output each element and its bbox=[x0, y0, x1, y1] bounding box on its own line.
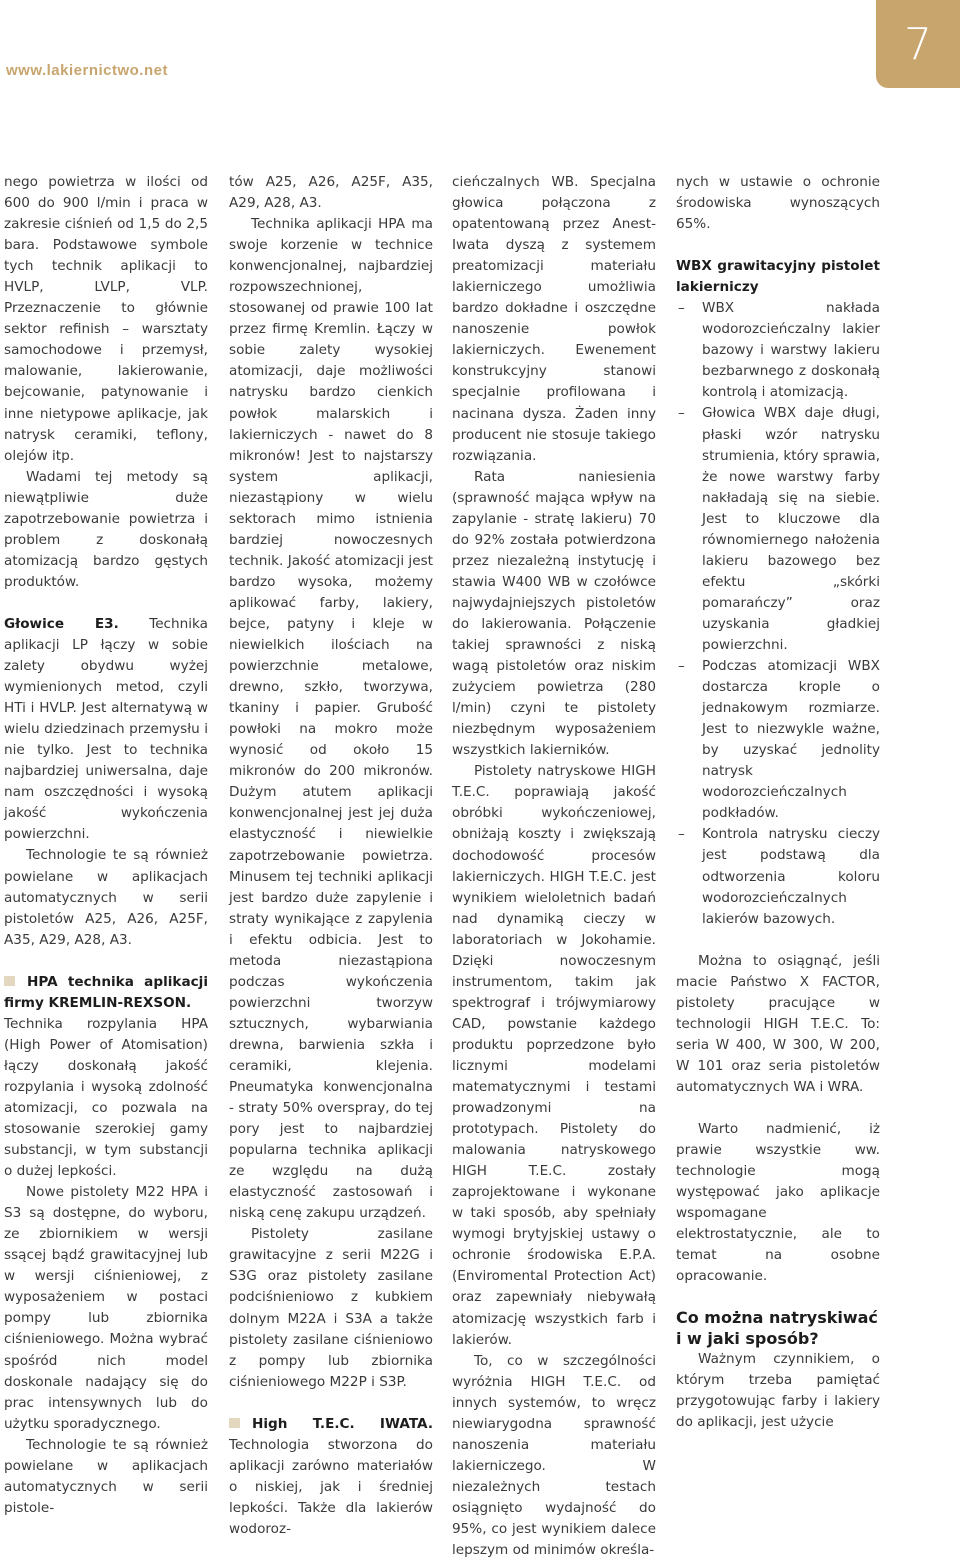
paragraph: Technika aplikacji HPA ma swoje korzenie w technice konwencjonalnej, najbardziej rozpowszechnionej, stosowanej od prawie 100 lat przez firmę Kremlin. Łączy w sobie zalety wysokiej atomizacji, daje możliwości natrysku bardzo cienkich powłok malarskich i lakierniczych - nawet do 8 mikronów! Jest to najstarszy system aplikacji, niezastąpiony w wielu sektorach mimo istnienia bardziej nowoczesnych technik. Jakość atomizacji jest bardzo wysoka, możemy aplikować farby, lakiery, bejce, patyny i kleje w niewielkich ilościach na powierzchnie metalowe, drewno, szkło, tworzywa, tkaniny i papier. Grubość powłoki na mokro może wynosić od około 15 mikronów do 200 mikronów. Dużym atutem aplikacji konwencjonalnej jest jej duża elastyczność i niewielkie zapotrzebowanie powietrza. Minusem tej techniki aplikacji jest bardzo duże zapylenie i straty wynikające z zapylenia i efektu odbicia. Jest to metoda niezastąpiona podczas wykończenia powierzchni tworzyw sztucznych, wybarwiania drewna, barwienia szkła i ceramiki, klejenia. Pneumatyka konwencjonalna - straty 50% overspray, do tej pory jest to najbardziej popularna technika aplikacji ze względu na dużą elastyczność zastosowań i niską cenę zakupu urządzeń. bbox=[229, 216, 433, 1222]
paragraph: Można to osiągnąć, jeśli macie Państwo X FACTOR, pistolety pracujące w technologii HIGH T.E.C. To: seria W 400, W 300, W 200, W 101 oraz seria pistoletów automatycznych WA i WRA. bbox=[676, 952, 880, 1095]
wbx-bullet-list bbox=[676, 298, 880, 929]
dash-bullet-icon: – bbox=[678, 658, 685, 675]
list-item-text: Głowica WBX daje długi, płaski wzór natrysku strumienia, który sprawia, że nowe warstwy farby nakładają się na siebie. Jest to kluczowe dla równomiernego nałożenia lakieru bazowego bez efektu „skórki pomarańczy” oraz uzyskania gładkiej powierzchni. bbox=[702, 405, 881, 653]
square-bullet-icon bbox=[4, 976, 15, 986]
dash-bullet-icon: – bbox=[678, 300, 685, 317]
paragraph-high-tec bbox=[229, 1414, 433, 1540]
section-heading-wbx: WBX grawitacyjny pistolet lakierniczy bbox=[676, 258, 880, 296]
paragraph-e3 bbox=[4, 614, 208, 846]
paragraph: Warto nadmienić, iż prawie wszystkie ww. technologie mogą występować jako aplikacje wspomagane elektrostatycznie, ale to temat na osobne opracowanie. bbox=[676, 1120, 880, 1285]
page-number: 7 bbox=[904, 18, 932, 70]
high-tec-text: Technologia stworzona do aplikacji zarówno materiałów o niskiej, jak i średniej lepkości. Także dla lakierów wodoroz- bbox=[229, 1436, 433, 1537]
paragraph: nego powietrza w ilości od 600 do 900 l/min i praca w zakresie ciśnień od 1,5 do 2,5 bara. Podstawowe symbole tych technik aplikacji to HVLP, LVLP, VLP. Przeznaczenie to głównie sektor refinish – warsztaty samochodowe i przemysł, malowanie, lakierowanie, bejcowanie, patynowanie i inne nietypowe aplikacje, jak natrysk ceramiki, teflony, olejów itp. bbox=[4, 174, 208, 464]
list-item-text: WBX nakłada wodorozcieńczalny lakier bazowy i warstwy lakieru bezbarwnego z doskonałą kontrolą i atomizacją. bbox=[702, 300, 880, 401]
paragraph: Rata naniesienia (sprawność mająca wpływ na zapylanie - stratę lakieru) 70 do 92% została potwierdzona przez niezależną instytucję i stawia W400 WB w czołówce najwydajniejszych pistoletów do lakierowania. Połączenie takiej sprawności z niską wagą pistoletów oraz niskim zużyciem powietrza (280 l/min) czyni te pistolety niezbędnym wyposażeniem wszystkich lakierników. bbox=[452, 468, 656, 759]
paragraph: To, co w szczególności wyróżnia HIGH T.E.C. od innych systemów, to wręcz niewiarygodna sprawność nanoszenia materiału lakierniczego. W niezależnych testach osiągnięto wydajność do 95%, co jest wynikiem dalece lepszym od minimów określa- bbox=[452, 1352, 656, 1559]
column-3 bbox=[452, 172, 656, 1559]
paragraph: tów A25, A26, A25F, A35, A29, A28, A3. bbox=[229, 174, 433, 212]
paragraph: Nowe pistolety M22 HPA i S3 są dostępne, do wyboru, ze zbiornikiem w wersji ssącej bądź grawitacyjnej lub w wersji ciśnieniowej, z wyposażeniem w postaci pompy lub zbiornika ciśnieniowego. Można wybrać spośród nich model doskonale nadający się do prac intensywnych lub do użytku sporadycznego. bbox=[4, 1184, 208, 1432]
site-url[interactable]: www.lakiernictwo.net bbox=[6, 62, 168, 79]
paragraph: Pistolety zasilane grawitacyjne z serii M22G i S3G oraz pistolety zasilane podciśnieniowo z kubkiem dolnym M22A i S3A a także pistolety zasilane ciśnieniowo z pompy lub zbiornika ciśnieniowego M22P i S3P. bbox=[229, 1226, 433, 1390]
list-item bbox=[676, 656, 880, 824]
e3-text: Technika aplikacji LP łączy w sobie zalety obydwu wyżej wymienionych metod, czyli HTi i HVLP. Jest alternatywą w wielu dziedzinach przemysłu i nie tylko. Jest to technika najbardziej uniwersalna, daje nam oszczędności i wysoką jakość wykończenia powierzchni. bbox=[4, 615, 208, 843]
list-item bbox=[676, 403, 880, 656]
paragraph: Pistolety natryskowe HIGH T.E.C. poprawiają jakość obróbki wykończeniowej, obniżają koszty i zwiększają dochodowość procesów lakierniczych. HIGH T.E.C. jest wynikiem wieloletnich badań nad dynamiką cieczy w laboratoriach w Jokohamie. Dzięki nowoczesnym instrumentom, takim jak spektrograf i trójwymiarowy CAD, powstanie każdego produktu poprzedzone było licznymi modelami matematycznymi i testami prowadzonymi na prototypach. Pistolety do malowania natryskowego HIGH T.E.C. zostały zaprojektowane i wykonane w taki sposób, aby spełniały wymogi brytyjskiej ustawy o ochronie środowiska E.P.A. (Enviromental Protection Act) oraz zapewniały niebywałą atomizację wszystkich farb i lakierów. bbox=[452, 763, 656, 1348]
paragraph: Wadami tej metody są niewątpliwie duże zapotrzebowanie powietrza i problem z doskonałą atomizacją bardzo gęstych produktów. bbox=[4, 468, 208, 590]
list-item bbox=[676, 298, 880, 403]
section-heading-co-mozna: Co można natryskiwać i w jaki sposób? bbox=[676, 1308, 878, 1348]
column-1 bbox=[4, 172, 208, 1516]
paragraph: Technologie te są również powielane w aplikacjach automatycznych w serii pistoletów A25, A26, A25F, A35, A29, A28, A3. bbox=[4, 847, 208, 948]
high-tec-heading-text: High T.E.C. IWATA. bbox=[252, 1415, 433, 1432]
e3-heading: Głowice E3. bbox=[4, 615, 119, 632]
paragraph: Technika rozpylania HPA (High Power of Atomisation) łączy doskonałą jakość rozpylania i wysoką zdolność atomizacji, co pozwala na stosowanie szerokiej gamy substancji, w tym substancji o dużej lepkości. bbox=[4, 1015, 208, 1180]
square-bullet-icon bbox=[229, 1418, 240, 1428]
paragraph: nych w ustawie o ochronie środowiska wynoszących 65%. bbox=[676, 174, 880, 233]
column-4 bbox=[676, 172, 881, 1431]
paragraph: Technologie te są również powielane w aplikacjach automatycznych w serii pistole- bbox=[4, 1436, 208, 1516]
section-heading-hpa bbox=[4, 972, 208, 1014]
column-2 bbox=[229, 172, 433, 1537]
paragraph: cieńczalnych WB. Specjalna głowica połączona z opatentowaną przez Anest-Iwata dyszą z systemem preatomizacji materiału lakierniczego umożliwia bardzo dokładne i oszczędne nanoszenie powłok lakierniczych. Ewenement konstrukcyjny stanowi specjalnie profilowana i nacinana dysza. Żaden inny producent nie stosuje takiego rozwiązania. bbox=[452, 174, 656, 464]
page-number-tab bbox=[876, 0, 960, 88]
high-tec-heading bbox=[229, 1416, 433, 1432]
list-item-text: Podczas atomizacji WBX dostarcza krople o jednakowym rozmiarze. Jest to niezwykle ważne, by uzyskać jednolity natrysk wodorozcieńczalnych podkładów. bbox=[702, 658, 880, 822]
dash-bullet-icon: – bbox=[678, 826, 685, 843]
paragraph: Ważnym czynnikiem, o którym trzeba pamiętać przygotowując farby i lakiery do aplikacji, jest użycie bbox=[676, 1351, 880, 1431]
list-item-text: Kontrola natrysku cieczy jest podstawą dla odtworzenia koloru wodorozcieńczalnych lakierów bazowych. bbox=[702, 826, 880, 927]
dash-bullet-icon: – bbox=[678, 405, 685, 422]
list-item bbox=[676, 824, 880, 929]
hpa-heading-text: HPA technika aplikacji firmy KREMLIN-REXSON. bbox=[4, 973, 208, 1011]
